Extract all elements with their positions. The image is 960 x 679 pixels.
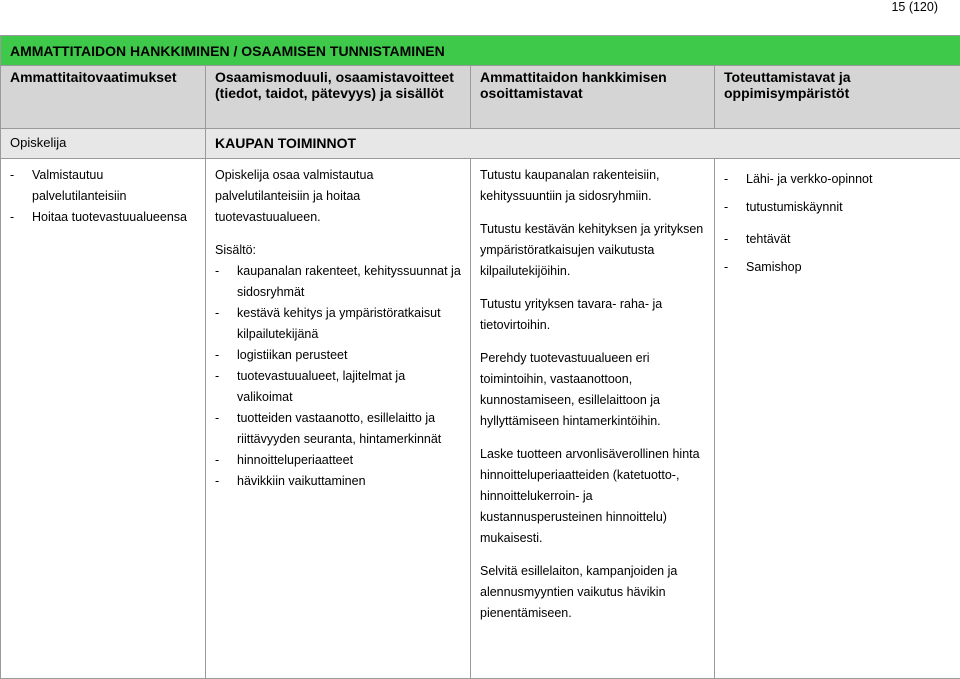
list-item: - hinnoitteluperiaatteet — [215, 453, 354, 467]
list-item: - Valmistautuu palvelutilanteisiin — [10, 168, 127, 203]
subheader-module-name: KAUPAN TOIMINNOT — [215, 135, 357, 151]
module-intro: Opiskelija osaa valmistautua palvelutilanteisiin ja hoitaa tuotevastuualueen. — [215, 168, 374, 224]
demonstration-paragraph: Tutustu yrityksen tavara- raha- ja tietovirtoihin. — [480, 297, 663, 332]
header-module: Osaamismoduuli, osaamistavoitteet (tiedot, taidot, pätevyys) ja sisällöt — [215, 69, 454, 101]
demonstration-paragraph: Laske tuotteen arvonlisäverollinen hinta hinnoitteluperiaatteiden (katetuotto-, hinnoittelukerroin- ja kustannusperusteinen hinnoittelu) mukaisesti. — [480, 447, 700, 545]
list-item: - Lähi- ja verkko-opinnot — [724, 172, 873, 186]
list-item: - Hoitaa tuotevastuualueensa — [10, 210, 187, 224]
header-demonstration: Ammattitaidon hankkimisen osoittamistavat — [480, 69, 667, 101]
demonstration-cell — [471, 159, 714, 624]
table-title-row — [1, 36, 960, 66]
list-item: - tuotteiden vastaanotto, esillelaitto ja riittävyyden seuranta, hintamerkinnät — [215, 411, 442, 446]
list-item: - hävikkiin vaikuttaminen — [215, 474, 366, 488]
table-body-row — [1, 159, 960, 679]
list-item: - tehtävät — [724, 232, 791, 246]
implementation-cell — [715, 159, 960, 281]
subheader-student: Opiskelija — [10, 135, 67, 150]
table-subheader-row — [1, 129, 960, 159]
list-item: - tuotevastuualueet, lajitelmat ja valikoimat — [215, 369, 406, 404]
header-requirements: Ammattitaitovaatimukset — [10, 69, 177, 85]
header-implementation: Toteuttamistavat ja oppimisympäristöt — [724, 69, 851, 101]
demonstration-paragraph: Tutustu kaupanalan rakenteisiin, kehityssuuntiin ja sidosryhmiin. — [480, 168, 660, 203]
content-label: Sisältö: — [215, 243, 256, 257]
requirements-cell — [1, 159, 205, 228]
table-header-row — [1, 66, 960, 129]
module-cell — [206, 159, 470, 492]
page-number: 15 (120) — [891, 0, 938, 14]
curriculum-table — [0, 35, 960, 679]
list-item: - Samishop — [724, 260, 802, 274]
table-title: AMMATTITAIDON HANKKIMINEN / OSAAMISEN TUNNISTAMINEN — [10, 43, 445, 59]
demonstration-paragraph: Selvitä esillelaiton, kampanjoiden ja alennusmyyntien vaikutus hävikin pienentämiseen. — [480, 564, 678, 620]
demonstration-paragraph: Tutustu kestävän kehityksen ja yrityksen ympäristöratkaisujen vaikutusta kilpailutekijöihin. — [480, 222, 704, 278]
demonstration-paragraph: Perehdy tuotevastuualueen eri toimintoihin, vastaanottoon, kunnostamiseen, esillelaittoon ja hyllyttämiseen hintamerkintöihin. — [480, 351, 661, 428]
list-item: - logistiikan perusteet — [215, 348, 348, 362]
list-item: - kestävä kehitys ja ympäristöratkaisut kilpailutekijänä — [215, 306, 441, 341]
list-item: - tutustumiskäynnit — [724, 200, 843, 214]
list-item: - kaupanalan rakenteet, kehityssuunnat ja sidosryhmät — [215, 264, 461, 299]
